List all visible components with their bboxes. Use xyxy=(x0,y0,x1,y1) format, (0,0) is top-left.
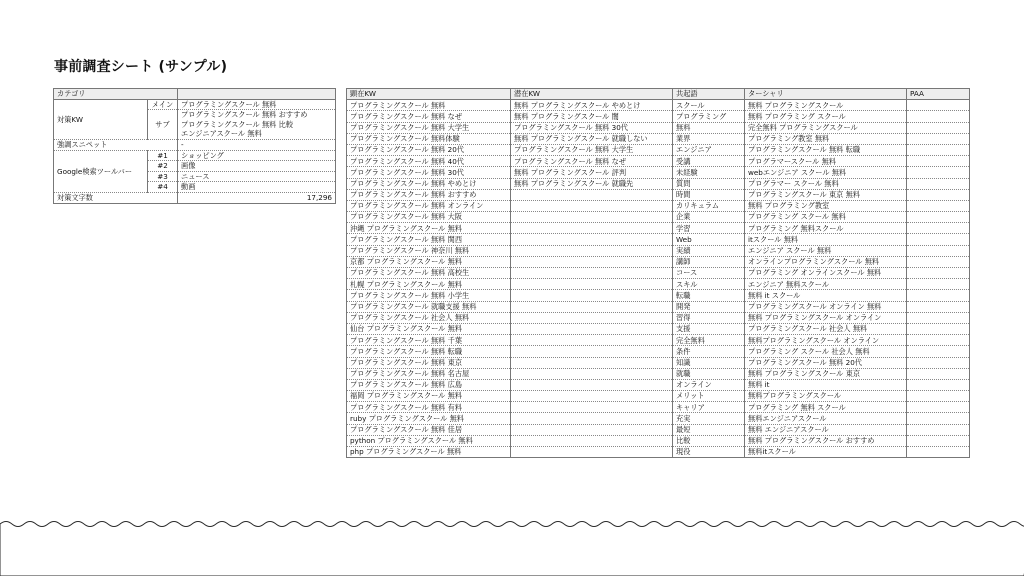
cooccurrence-cell: コース xyxy=(673,268,745,279)
snippet-value: - xyxy=(178,139,336,150)
tertiary-cell: 無料プログラミングスクール オンライン xyxy=(745,335,907,346)
paa-cell xyxy=(907,189,970,200)
tertiary-cell: プログラミングスクール 社会人 無料 xyxy=(745,323,907,334)
latent-kw-cell xyxy=(511,379,673,390)
explicit-kw-cell: プログラミングスクール 無料 オンライン xyxy=(347,200,511,211)
paa-cell xyxy=(907,268,970,279)
tertiary-cell: エンジニア 無料スクール xyxy=(745,279,907,290)
tertiary-cell: プログラミング教室 無料 xyxy=(745,133,907,144)
keyword-row xyxy=(347,167,970,178)
keyword-header-row xyxy=(347,89,970,100)
paa-cell xyxy=(907,290,970,301)
paa-cell xyxy=(907,435,970,446)
tertiary-cell: 無料 it スクール xyxy=(745,290,907,301)
paa-cell xyxy=(907,312,970,323)
toolbar-label: Google検索ツールバー xyxy=(54,150,148,192)
toolbar-rank: #3 xyxy=(148,171,178,182)
keyword-table-body xyxy=(347,100,970,458)
latent-kw-cell xyxy=(511,368,673,379)
latent-kw-cell: 無料 プログラミングスクール 就職しない xyxy=(511,133,673,144)
keyword-row xyxy=(347,268,970,279)
header-explicit-kw: 顕在KW xyxy=(347,89,511,100)
snippet-label: 強調スニペット xyxy=(54,139,178,150)
explicit-kw-cell: プログラミングスクール 無料 佳居 xyxy=(347,424,511,435)
tertiary-cell: プログラミング 無料スクール xyxy=(745,223,907,234)
keyword-row xyxy=(347,312,970,323)
header-paa: PAA xyxy=(907,89,970,100)
tertiary-cell: 無料 プログラミングスクール 東京 xyxy=(745,368,907,379)
explicit-kw-cell: プログラミングスクール 無料 関西 xyxy=(347,234,511,245)
keyword-row xyxy=(347,301,970,312)
keyword-row xyxy=(347,424,970,435)
latent-kw-cell xyxy=(511,256,673,267)
latent-kw-cell xyxy=(511,435,673,446)
explicit-kw-cell: プログラミングスクール 無料 小学生 xyxy=(347,290,511,301)
cooccurrence-cell: 時間 xyxy=(673,189,745,200)
cooccurrence-cell: 習得 xyxy=(673,312,745,323)
tertiary-cell: プログラミングスクール 無料 転職 xyxy=(745,144,907,155)
paa-cell xyxy=(907,391,970,402)
keyword-row xyxy=(347,402,970,413)
cooccurrence-cell: プログラミング xyxy=(673,111,745,122)
keyword-row xyxy=(347,156,970,167)
tertiary-cell: プログラミング スクール 無料 xyxy=(745,212,907,223)
tertiary-cell: itスクール 無料 xyxy=(745,234,907,245)
explicit-kw-cell: python プログラミングスクール 無料 xyxy=(347,435,511,446)
cooccurrence-cell: 質問 xyxy=(673,178,745,189)
latent-kw-cell xyxy=(511,290,673,301)
explicit-kw-cell: 福岡 プログラミングスクール 無料 xyxy=(347,391,511,402)
tertiary-cell: 無料 プログラミングスクール おすすめ xyxy=(745,435,907,446)
keyword-row xyxy=(347,200,970,211)
category-header: カテゴリ xyxy=(54,89,178,100)
cooccurrence-cell: 就職 xyxy=(673,368,745,379)
paa-cell xyxy=(907,256,970,267)
header-cooccurrence: 共起語 xyxy=(673,89,745,100)
explicit-kw-cell: プログラミングスクール 無料 おすすめ xyxy=(347,189,511,200)
latent-kw-cell: 無料 プログラミングスクール 闇 xyxy=(511,111,673,122)
keyword-row xyxy=(347,335,970,346)
cooccurrence-cell: 支援 xyxy=(673,323,745,334)
latent-kw-cell xyxy=(511,323,673,334)
paa-cell xyxy=(907,301,970,312)
latent-kw-cell xyxy=(511,424,673,435)
tertiary-cell: 完全無料 プログラミングスクール xyxy=(745,122,907,133)
explicit-kw-cell: プログラミングスクール 無料 高校生 xyxy=(347,268,511,279)
keyword-row xyxy=(347,379,970,390)
explicit-kw-cell: 沖縄 プログラミングスクール 無料 xyxy=(347,223,511,234)
latent-kw-cell xyxy=(511,335,673,346)
explicit-kw-cell: プログラミングスクール 神奈川 無料 xyxy=(347,245,511,256)
tertiary-cell: プログラミング 無料 スクール xyxy=(745,402,907,413)
keyword-row xyxy=(347,122,970,133)
latent-kw-cell: 無料 プログラミングスクール 評判 xyxy=(511,167,673,178)
tertiary-cell: 無料 エンジニアスクール xyxy=(745,424,907,435)
cooccurrence-cell: 最短 xyxy=(673,424,745,435)
tertiary-cell: 無料 プログラミング スクール xyxy=(745,111,907,122)
keyword-row xyxy=(347,223,970,234)
latent-kw-cell xyxy=(511,223,673,234)
keyword-table xyxy=(346,88,970,458)
keyword-row xyxy=(347,111,970,122)
toolbar-rank: #4 xyxy=(148,182,178,193)
paa-cell xyxy=(907,402,970,413)
cooccurrence-cell: 学習 xyxy=(673,223,745,234)
explicit-kw-cell: プログラミングスクール 無料 名古屋 xyxy=(347,368,511,379)
keyword-row xyxy=(347,178,970,189)
latent-kw-cell xyxy=(511,279,673,290)
keyword-row xyxy=(347,133,970,144)
cooccurrence-cell: 実績 xyxy=(673,245,745,256)
latent-kw-cell xyxy=(511,402,673,413)
tertiary-cell: エンジニア スクール 無料 xyxy=(745,245,907,256)
keyword-row xyxy=(347,144,970,155)
page-title: 事前調査シート (サンプル) xyxy=(54,59,228,75)
latent-kw-cell: プログラミングスクール 無料 大学生 xyxy=(511,144,673,155)
explicit-kw-cell: プログラミングスクール 無料 千葉 xyxy=(347,335,511,346)
tertiary-cell: プログラミングスクール 無料 20代 xyxy=(745,357,907,368)
cooccurrence-cell: 知識 xyxy=(673,357,745,368)
latent-kw-cell xyxy=(511,413,673,424)
cooccurrence-cell: Web xyxy=(673,234,745,245)
torn-edge xyxy=(0,510,1024,576)
paa-cell xyxy=(907,100,970,111)
cooccurrence-cell: 企業 xyxy=(673,212,745,223)
cooccurrence-cell: 無料 xyxy=(673,122,745,133)
cooccurrence-cell: 業界 xyxy=(673,133,745,144)
word-count-value: 17,296 xyxy=(178,192,336,203)
paa-cell xyxy=(907,323,970,334)
tertiary-cell: 無料 プログラミングスクール xyxy=(745,100,907,111)
cooccurrence-cell: スキル xyxy=(673,279,745,290)
cooccurrence-cell: 開発 xyxy=(673,301,745,312)
cooccurrence-cell: 転職 xyxy=(673,290,745,301)
latent-kw-cell xyxy=(511,357,673,368)
tertiary-cell: プログラミング オンラインスクール 無料 xyxy=(745,268,907,279)
explicit-kw-cell: プログラミングスクール 無料 有料 xyxy=(347,402,511,413)
tertiary-cell: 無料 プログラミング教室 xyxy=(745,200,907,211)
paa-cell xyxy=(907,245,970,256)
paa-cell xyxy=(907,156,970,167)
keyword-row xyxy=(347,368,970,379)
tertiary-cell: 無料エンジニアスクール xyxy=(745,413,907,424)
tertiary-cell: 無料itスクール xyxy=(745,447,907,458)
toolbar-rank: #1 xyxy=(148,150,178,161)
explicit-kw-cell: php プログラミングスクール 無料 xyxy=(347,447,511,458)
toolbar-value: 画像 xyxy=(178,161,336,172)
latent-kw-cell xyxy=(511,245,673,256)
sub-kw-value: プログラミングスクール 無料 比較 xyxy=(181,119,294,129)
tertiary-cell: プログラミング スクール 社会人 無料 xyxy=(745,346,907,357)
latent-kw-cell xyxy=(511,447,673,458)
sub-kw-value: エンジニアスクール 無料 xyxy=(181,129,262,139)
cooccurrence-cell: 受講 xyxy=(673,156,745,167)
keyword-row xyxy=(347,212,970,223)
target-kw-label: 対策KW xyxy=(54,99,148,139)
paa-cell xyxy=(907,144,970,155)
paa-cell xyxy=(907,379,970,390)
paa-cell xyxy=(907,178,970,189)
keyword-row xyxy=(347,413,970,424)
explicit-kw-cell: 京都 プログラミングスクール 無料 xyxy=(347,256,511,267)
explicit-kw-cell: プログラミングスクール 無料 やめとけ xyxy=(347,178,511,189)
paa-cell xyxy=(907,111,970,122)
keyword-row xyxy=(347,391,970,402)
paa-cell xyxy=(907,335,970,346)
header-tertiary: ターシャリ xyxy=(745,89,907,100)
cooccurrence-cell: スクール xyxy=(673,100,745,111)
toolbar-value: ニュース xyxy=(178,171,336,182)
cooccurrence-cell: キャリア xyxy=(673,402,745,413)
cooccurrence-cell: カリキュラム xyxy=(673,200,745,211)
paa-cell xyxy=(907,413,970,424)
tertiary-cell: プログラマー スクール 無料 xyxy=(745,178,907,189)
latent-kw-cell xyxy=(511,234,673,245)
paa-cell xyxy=(907,167,970,178)
tertiary-cell: webエンジニア スクール 無料 xyxy=(745,167,907,178)
explicit-kw-cell: プログラミングスクール 無料 30代 xyxy=(347,167,511,178)
tertiary-cell: プログラマースクール 無料 xyxy=(745,156,907,167)
explicit-kw-cell: プログラミングスクール 無料 大阪 xyxy=(347,212,511,223)
cooccurrence-cell: 条件 xyxy=(673,346,745,357)
keyword-row xyxy=(347,100,970,111)
cooccurrence-cell: 充実 xyxy=(673,413,745,424)
latent-kw-cell xyxy=(511,312,673,323)
explicit-kw-cell: ruby プログラミングスクール 無料 xyxy=(347,413,511,424)
paa-cell xyxy=(907,424,970,435)
word-count-label: 対策文字数 xyxy=(54,192,178,203)
keyword-row xyxy=(347,290,970,301)
latent-kw-cell xyxy=(511,346,673,357)
keyword-row xyxy=(347,357,970,368)
keyword-row xyxy=(347,279,970,290)
latent-kw-cell xyxy=(511,189,673,200)
explicit-kw-cell: プログラミングスクール 無料 xyxy=(347,100,511,111)
keyword-row xyxy=(347,323,970,334)
keyword-row xyxy=(347,234,970,245)
header-latent-kw: 潜在KW xyxy=(511,89,673,100)
explicit-kw-cell: プログラミングスクール 就職支援 無料 xyxy=(347,301,511,312)
cooccurrence-cell: 講師 xyxy=(673,256,745,267)
paa-cell xyxy=(907,212,970,223)
cooccurrence-cell: メリット xyxy=(673,391,745,402)
tertiary-cell: プログラミングスクール 東京 無料 xyxy=(745,189,907,200)
sub-kw-value: プログラミングスクール 無料 おすすめ xyxy=(181,110,308,120)
cooccurrence-cell: 現役 xyxy=(673,447,745,458)
toolbar-rank: #2 xyxy=(148,161,178,172)
latent-kw-cell: プログラミングスクール 無料 30代 xyxy=(511,122,673,133)
explicit-kw-cell: 札幌 プログラミングスクール 無料 xyxy=(347,279,511,290)
paa-cell xyxy=(907,357,970,368)
paa-cell xyxy=(907,279,970,290)
sub-label: サブ xyxy=(148,110,178,140)
paa-cell xyxy=(907,368,970,379)
latent-kw-cell: 無料 プログラミングスクール 就職先 xyxy=(511,178,673,189)
toolbar-value: ショッピング xyxy=(178,150,336,161)
tertiary-cell: 無料プログラミングスクール xyxy=(745,391,907,402)
tertiary-cell: 無料 プログラミングスクール オンライン xyxy=(745,312,907,323)
latent-kw-cell: プログラミングスクール 無料 なぜ xyxy=(511,156,673,167)
explicit-kw-cell: プログラミングスクール 社会人 無料 xyxy=(347,312,511,323)
explicit-kw-cell: プログラミングスクール 無料 広島 xyxy=(347,379,511,390)
tertiary-cell: プログラミングスクール オンライン 無料 xyxy=(745,301,907,312)
keyword-row xyxy=(347,435,970,446)
latent-kw-cell: 無料 プログラミングスクール やめとけ xyxy=(511,100,673,111)
keyword-row xyxy=(347,189,970,200)
toolbar-value: 動画 xyxy=(178,182,336,193)
latent-kw-cell xyxy=(511,391,673,402)
main-kw-value: プログラミングスクール 無料 xyxy=(178,99,336,110)
explicit-kw-cell: プログラミングスクール 無料 東京 xyxy=(347,357,511,368)
explicit-kw-cell: プログラミングスクール 無料 大学生 xyxy=(347,122,511,133)
keyword-row xyxy=(347,256,970,267)
paa-cell xyxy=(907,346,970,357)
explicit-kw-cell: プログラミングスクール 無料 転職 xyxy=(347,346,511,357)
cooccurrence-cell: 完全無料 xyxy=(673,335,745,346)
paa-cell xyxy=(907,234,970,245)
latent-kw-cell xyxy=(511,301,673,312)
latent-kw-cell xyxy=(511,200,673,211)
cooccurrence-cell: 比較 xyxy=(673,435,745,446)
explicit-kw-cell: プログラミングスクール 無料 20代 xyxy=(347,144,511,155)
paa-cell xyxy=(907,200,970,211)
tertiary-cell: 無料 it xyxy=(745,379,907,390)
explicit-kw-cell: プログラミングスクール 無料 40代 xyxy=(347,156,511,167)
latent-kw-cell xyxy=(511,268,673,279)
cooccurrence-cell: 未経験 xyxy=(673,167,745,178)
main-label: メイン xyxy=(148,99,178,110)
latent-kw-cell xyxy=(511,212,673,223)
explicit-kw-cell: プログラミングスクール 無料体験 xyxy=(347,133,511,144)
explicit-kw-cell: 仙台 プログラミングスクール 無料 xyxy=(347,323,511,334)
cooccurrence-cell: オンライン xyxy=(673,379,745,390)
paa-cell xyxy=(907,223,970,234)
paa-cell xyxy=(907,122,970,133)
paa-cell xyxy=(907,447,970,458)
keyword-row xyxy=(347,447,970,458)
keyword-row xyxy=(347,245,970,256)
tertiary-cell: オンラインプログラミングスクール 無料 xyxy=(745,256,907,267)
keyword-row xyxy=(347,346,970,357)
cooccurrence-cell: エンジニア xyxy=(673,144,745,155)
explicit-kw-cell: プログラミングスクール 無料 なぜ xyxy=(347,111,511,122)
paa-cell xyxy=(907,133,970,144)
